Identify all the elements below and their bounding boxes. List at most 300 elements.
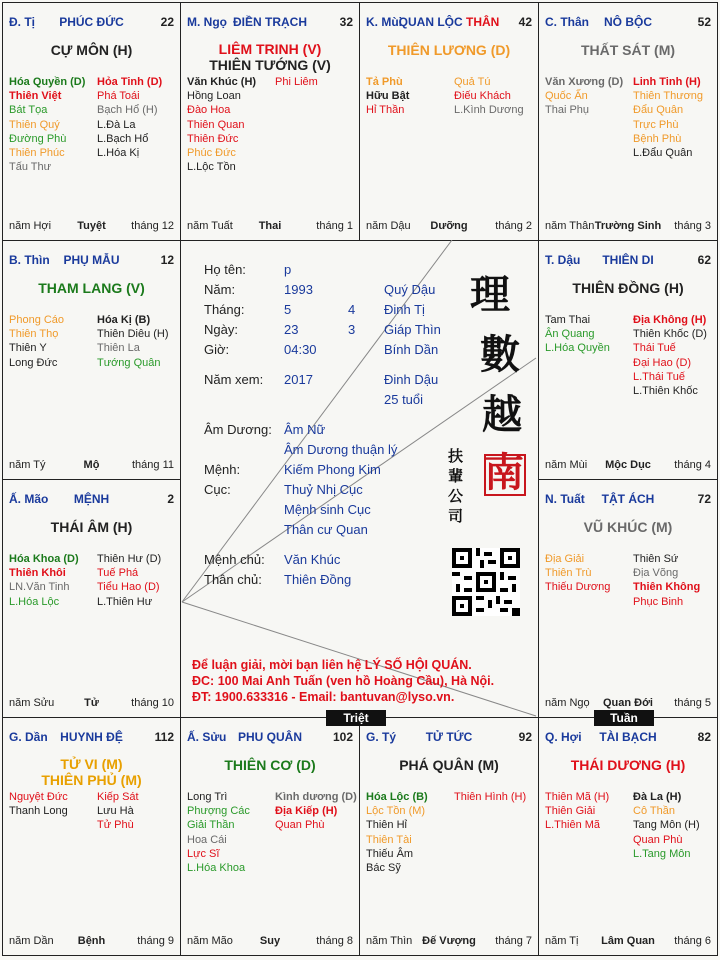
right-star-column	[275, 75, 318, 89]
footer-year: năm Thân	[545, 220, 595, 232]
footer-year: năm Dần	[9, 935, 54, 947]
minor-star: Hóa Quyền (D)	[9, 76, 86, 88]
left-star-column	[366, 75, 409, 118]
palace-age: 42	[518, 15, 532, 29]
value-than-chu: Thiên Đồng	[284, 572, 352, 587]
palace-footer	[9, 220, 174, 234]
footer-stage: Mộc Dục	[605, 459, 651, 471]
minor-star: Nguyệt Đức	[9, 791, 68, 803]
palace-age: 72	[697, 492, 711, 506]
palace-name-text: QUAN LỘC	[398, 15, 463, 29]
footer-year: năm Ngọ	[545, 697, 590, 709]
minor-star: Long Đức	[9, 356, 58, 369]
footer-month: tháng 12	[131, 220, 174, 232]
palace-dau[interactable]	[538, 240, 718, 480]
palace-ti[interactable]	[2, 2, 181, 241]
than-marker: THÂN	[466, 15, 500, 29]
minor-star: L.Đẩu Quân	[633, 146, 693, 159]
footer-month: tháng 7	[495, 935, 532, 947]
footer-month: tháng 11	[131, 459, 174, 471]
minor-star: Thiên Thương	[633, 90, 704, 103]
minor-star: Thiên Tài	[366, 833, 412, 846]
footer-stage: Dưỡng	[430, 220, 468, 232]
minor-star: Thiên Quan	[187, 118, 245, 131]
minor-star: Hóa Khoa (D)	[9, 553, 79, 565]
palace-age: 22	[160, 15, 174, 29]
major-star: THIÊN ĐỒNG (H)	[572, 280, 684, 296]
footer-month: tháng 4	[674, 459, 711, 471]
minor-star: Thiên Sứ	[633, 553, 679, 565]
palace-name-text: PHU QUÂN	[237, 730, 302, 744]
palace-header	[545, 253, 711, 269]
minor-star: L.Hóa Lộc	[9, 595, 60, 608]
value-hour-lunar: Bính Dần	[384, 342, 439, 357]
calligraphy-small-3: 公	[448, 487, 464, 505]
palace-name-text: TÀI BẠCH	[599, 730, 657, 744]
footer-year: năm Mão	[187, 935, 233, 947]
palace-footer	[545, 935, 711, 949]
value-month-lunar-num: 4	[348, 302, 356, 317]
minor-star: Thiên Trù	[545, 567, 592, 580]
major-star: THẤT SÁT (M)	[580, 42, 676, 58]
minor-star: Long Trì	[187, 791, 228, 803]
palace-header	[9, 492, 174, 508]
major-star: THIÊN CƠ (D)	[224, 757, 316, 773]
palace-header	[366, 730, 532, 746]
minor-star: Địa Kiếp (H)	[275, 805, 338, 818]
left-star-column	[545, 75, 623, 118]
minor-star: L.Thiên Khốc	[633, 384, 698, 397]
minor-star: L.Thiên Mã	[545, 819, 601, 832]
major-star: VŨ KHÚC (M)	[583, 519, 673, 535]
palace-age: 112	[154, 730, 174, 744]
minor-star: Hồng Loan	[187, 90, 241, 103]
footer-year: năm Tuất	[187, 220, 233, 232]
can-chi: N. Tuất	[545, 492, 585, 506]
palace-than[interactable]	[538, 2, 718, 241]
minor-star: L.Tang Môn	[633, 847, 691, 860]
minor-star: Lưu Hà	[97, 805, 134, 818]
minor-star: Thiên Diêu (H)	[97, 328, 169, 341]
palace-header	[545, 15, 711, 31]
minor-star: Thiên Khốc (D)	[633, 328, 707, 341]
palace-ty[interactable]	[359, 717, 539, 956]
major-star: THAM LANG (V)	[38, 280, 145, 296]
footer-stage: Bệnh	[77, 935, 106, 947]
can-chi: G. Tý	[366, 730, 397, 744]
footer-year: năm Thìn	[366, 935, 413, 947]
contact-address: ĐC: 100 Mai Anh Tuấn (ven hồ Hoàng Cầu), Hà Nội.	[192, 674, 495, 688]
minor-star: Điếu Khách	[454, 90, 511, 103]
minor-star: Quan Phù	[275, 819, 325, 832]
value-name: p	[284, 262, 292, 277]
right-star-column	[454, 790, 526, 804]
palace-thin[interactable]	[2, 240, 181, 480]
minor-star: Tướng Quân	[97, 356, 161, 369]
right-star-column	[97, 75, 162, 160]
value-view-year-lunar: Đinh Dậu	[384, 372, 439, 387]
minor-star: Hóa Lộc (B)	[366, 791, 428, 803]
calligraphy-3: 越	[482, 391, 522, 438]
palace-name	[187, 15, 353, 29]
label-hour: Giờ:	[204, 342, 230, 357]
minor-star: Thiên Mã (H)	[545, 791, 610, 803]
palace-age: 12	[160, 253, 174, 267]
minor-star: Cô Thần	[633, 805, 675, 818]
minor-star: Phúc Đức	[187, 146, 236, 159]
minor-star: Đường Phù	[9, 132, 67, 145]
footer-stage: Tuyệt	[77, 220, 106, 232]
palace-age: 2	[167, 492, 174, 506]
footer-year: năm Dậu	[366, 220, 411, 232]
label-month: Tháng:	[204, 302, 245, 317]
palace-age: 52	[697, 15, 711, 29]
palace-name	[545, 730, 711, 744]
palace-suu[interactable]	[180, 717, 360, 956]
footer-month: tháng 8	[316, 935, 353, 947]
minor-star: Phá Toái	[97, 90, 140, 103]
left-star-column	[545, 313, 610, 356]
palace-name	[9, 15, 174, 29]
left-star-column	[545, 790, 609, 833]
value-am-duong: Âm Nữ	[284, 422, 326, 437]
palace-dan[interactable]	[2, 717, 181, 956]
value-menh-chu: Văn Khúc	[284, 552, 341, 567]
major-star: PHÁ QUÂN (M)	[399, 757, 499, 773]
minor-star: Thiên Hư (D)	[97, 553, 162, 565]
can-chi: K. Mùi	[366, 15, 402, 29]
palace-header	[545, 492, 711, 508]
palace-age: 102	[332, 730, 353, 744]
palace-footer	[9, 459, 174, 473]
palace-mui[interactable]	[359, 2, 539, 241]
minor-star: LN.Văn Tinh	[9, 581, 70, 594]
palace-header	[9, 15, 174, 31]
major-star: THIÊN PHỦ (M)	[41, 772, 142, 788]
palace-name-text: ĐIỀN TRẠCH	[233, 15, 307, 29]
palace-age: 92	[518, 730, 532, 744]
contact-phone-email[interactable]: ĐT: 1900.633316 - Email: bantuvan@lyso.vn.	[192, 690, 455, 704]
label-menh-chu: Mệnh chủ:	[204, 552, 265, 567]
minor-star: Văn Xương (D)	[545, 76, 624, 88]
palace-header	[9, 253, 174, 269]
minor-star: Bác Sỹ	[366, 861, 401, 874]
seal-border-icon	[484, 449, 526, 496]
palace-age: 62	[697, 253, 711, 267]
footer-year: năm Sửu	[9, 697, 55, 709]
major-star: THIÊN TƯỚNG (V)	[209, 57, 331, 73]
palace-hoi[interactable]	[538, 717, 718, 956]
palace-name-text: NÔ BỘC	[604, 15, 652, 29]
footer-stage: Thai	[258, 220, 282, 232]
footer-month: tháng 9	[137, 935, 174, 947]
left-star-column	[9, 75, 85, 174]
left-star-column	[9, 552, 79, 609]
value-year-solar: 1993	[284, 282, 313, 297]
calligraphy-1: 理	[470, 271, 510, 318]
label-am-duong: Âm Dương:	[204, 422, 272, 437]
label-cuc: Cục:	[204, 482, 231, 497]
palace-header	[187, 15, 353, 31]
major-star: TỬ VI (M)	[60, 756, 123, 772]
can-chi: G. Dần	[9, 730, 48, 744]
calligraphy-small-2: 輩	[448, 467, 464, 485]
minor-star: Phong Cáo	[9, 314, 65, 326]
minor-star: Thiên Phúc	[9, 146, 65, 159]
minor-star: L.Thái Tuế	[633, 370, 685, 383]
label-year: Năm:	[204, 282, 236, 297]
footer-stage: Đế Vượng	[422, 935, 476, 947]
palace-name-text: HUYNH ĐỆ	[60, 730, 123, 744]
palace-name	[9, 492, 174, 506]
palace-header	[9, 730, 174, 746]
palace-name	[545, 15, 711, 29]
minor-star: Tả Phù	[366, 76, 403, 88]
minor-star: Kình dương (D)	[275, 791, 357, 803]
can-chi: Ấ. Mão	[9, 492, 49, 506]
right-star-column	[275, 790, 357, 833]
minor-star: L.Thiên Hư	[97, 595, 153, 608]
value-am-duong-2: Âm Dương thuận lý	[284, 442, 398, 457]
right-star-column	[97, 790, 139, 833]
minor-star: Hỏa Tinh (D)	[97, 76, 163, 88]
palace-footer	[9, 935, 174, 949]
palace-header	[545, 730, 711, 746]
palace-age: 32	[339, 15, 353, 29]
footer-month: tháng 3	[674, 220, 711, 232]
minor-star: L.Đà La	[97, 118, 136, 131]
minor-star: Thiên Hỉ	[366, 819, 407, 832]
minor-star: Kiếp Sát	[97, 791, 139, 803]
minor-star: Trực Phù	[633, 118, 679, 131]
footer-month: tháng 5	[674, 697, 711, 709]
minor-star: Phục Binh	[633, 595, 684, 608]
minor-star: L.Hóa Kị	[97, 146, 140, 159]
minor-star: Thiên Hình (H)	[454, 791, 527, 803]
value-hour: 04:30	[284, 342, 317, 357]
left-star-column	[9, 313, 64, 370]
left-star-column	[545, 552, 610, 595]
minor-star: L.Hóa Quyền	[545, 342, 610, 355]
minor-star: Thiên Không	[633, 581, 701, 594]
palace-footer	[545, 220, 711, 234]
footer-month: tháng 6	[674, 935, 711, 947]
minor-star: Hỉ Thần	[366, 104, 405, 117]
minor-star: L.Bạch Hổ	[97, 132, 149, 145]
label-view-year: Năm xem:	[204, 372, 264, 387]
footer-stage: Mộ	[83, 459, 100, 471]
palace-name-text: PHÚC ĐỨC	[59, 15, 124, 29]
minor-star: Thiếu Dương	[545, 581, 611, 594]
right-star-column	[633, 75, 703, 160]
palace-ngo[interactable]	[180, 2, 360, 241]
minor-star: L.Lộc Tồn	[187, 161, 236, 174]
calligraphy-small-4: 司	[448, 507, 464, 525]
palace-name-text: THIÊN DI	[602, 253, 654, 267]
palace-name-text: TẬT ÁCH	[601, 492, 655, 506]
minor-star: Thiên La	[97, 342, 140, 355]
palace-name	[9, 730, 174, 744]
palace-footer	[366, 935, 532, 949]
footer-year: năm Tý	[9, 459, 46, 471]
minor-star: L.Hóa Khoa	[187, 861, 246, 874]
palace-footer	[545, 459, 711, 473]
minor-star: Thai Phụ	[545, 104, 590, 117]
value-cuc-2: Mệnh sinh Cục	[284, 502, 371, 517]
minor-star: Tử Phù	[97, 819, 134, 832]
minor-star: Bát Tọa	[9, 104, 48, 117]
minor-star: Thiên Giải	[545, 805, 596, 818]
minor-star: Tiểu Hao (D)	[97, 581, 160, 594]
value-day-solar: 23	[284, 322, 299, 337]
palace-name	[187, 730, 353, 744]
minor-star: Quả Tú	[454, 76, 491, 88]
minor-star: Giải Thần	[187, 819, 235, 832]
minor-star: Bệnh Phù	[633, 132, 682, 145]
contact-line-1: Để luận giải, mời bạn liên hệ LÝ SỐ HỘI QUÁN.	[192, 658, 472, 672]
can-chi: C. Thân	[545, 15, 589, 29]
footer-month: tháng 2	[495, 220, 532, 232]
palace-footer	[187, 220, 353, 234]
minor-star: Quốc Ấn	[545, 90, 588, 103]
center-panel	[180, 240, 538, 718]
minor-star: Tuế Phá	[97, 567, 139, 580]
left-star-column	[187, 75, 256, 174]
palace-name	[545, 492, 711, 506]
tuan-marker: Tuần	[594, 710, 654, 726]
minor-star: Phượng Các	[187, 805, 250, 818]
footer-stage: Quan Đới	[603, 697, 653, 709]
palace-name-text: PHỤ MẪU	[63, 253, 120, 267]
can-chi: B. Thìn	[9, 253, 50, 267]
minor-star: Lộc Tồn (M)	[366, 805, 426, 818]
label-menh: Mệnh:	[204, 462, 241, 477]
footer-year: năm Mùi	[545, 459, 588, 471]
minor-star: Đại Hao (D)	[633, 356, 692, 369]
value-view-year: 2017	[284, 372, 313, 387]
footer-stage: Tử	[84, 697, 99, 709]
palace-footer	[545, 697, 711, 711]
right-star-column	[633, 552, 700, 609]
footer-stage: Trường Sinh	[594, 220, 662, 232]
minor-star: Hóa Kị (B)	[97, 314, 151, 326]
major-star: LIÊM TRINH (V)	[218, 41, 322, 57]
left-star-column	[366, 790, 428, 875]
value-day-lunar-num: 3	[348, 322, 356, 337]
palace-name-text: TỬ TỨC	[425, 730, 473, 744]
minor-star: Thiếu Âm	[366, 847, 414, 860]
can-chi: Ấ. Sửu	[187, 730, 227, 744]
minor-star: Thiên Đức	[187, 132, 239, 145]
minor-star: Thiên Thọ	[9, 328, 59, 341]
minor-star: Hữu Bật	[366, 90, 410, 103]
value-menh: Kiếm Phong Kim	[284, 462, 381, 477]
minor-star: Phi Liêm	[275, 76, 318, 88]
minor-star: Tam Thai	[545, 314, 591, 326]
triet-marker: Triệt	[326, 710, 386, 726]
minor-star: Địa Giải	[545, 553, 585, 565]
seal-stamp: 南	[484, 449, 524, 496]
minor-star: Thiên Khôi	[9, 567, 66, 580]
right-star-column	[633, 790, 700, 861]
value-cuc-3: Thân cư Quan	[284, 522, 368, 537]
minor-star: Thiên Y	[9, 342, 47, 355]
major-star: THÁI DƯƠNG (H)	[570, 757, 686, 773]
palace-age: 82	[697, 730, 711, 744]
calligraphy-2: 數	[480, 331, 520, 378]
minor-star: Lực Sĩ	[187, 847, 220, 860]
can-chi: M. Ngọ	[187, 15, 227, 29]
label-than-chu: Thân chủ:	[204, 572, 262, 587]
minor-star: Đà La (H)	[633, 791, 682, 803]
minor-star: L.Kình Dương	[454, 104, 524, 117]
value-month-solar: 5	[284, 302, 292, 317]
minor-star: Hoa Cái	[187, 833, 227, 846]
palace-footer	[187, 935, 353, 949]
footer-month: tháng 1	[316, 220, 353, 232]
minor-star: Linh Tinh (H)	[633, 76, 701, 88]
qr-code-icon[interactable]	[452, 548, 520, 616]
palace-name	[366, 730, 532, 744]
minor-star: Đẩu Quân	[633, 104, 684, 117]
footer-year: năm Tị	[545, 935, 579, 947]
palace-mao[interactable]	[2, 479, 181, 718]
label-name: Họ tên:	[204, 262, 246, 277]
value-year-lunar: Quý Dậu	[384, 282, 436, 297]
value-cuc: Thuỷ Nhị Cục	[284, 482, 363, 497]
footer-month: tháng 10	[131, 697, 174, 709]
value-month-lunar: Đinh Tị	[384, 302, 425, 317]
major-star: THÁI ÂM (H)	[50, 519, 133, 535]
minor-star: Tang Môn (H)	[633, 819, 700, 832]
major-star: CỰ MÔN (H)	[50, 42, 133, 58]
can-chi: Q. Hợi	[545, 730, 582, 744]
minor-star: Thiên Việt	[9, 90, 62, 103]
value-day-lunar: Giáp Thìn	[384, 322, 441, 337]
palace-name	[545, 253, 711, 267]
minor-star: Thái Tuế	[633, 342, 676, 355]
palace-tuat[interactable]	[538, 479, 718, 718]
right-star-column	[97, 552, 161, 609]
palace-name	[366, 15, 532, 29]
left-star-column	[187, 790, 250, 875]
right-star-column	[454, 75, 524, 118]
right-star-column	[633, 313, 707, 398]
footer-stage: Lâm Quan	[601, 935, 655, 947]
can-chi: Đ. Tị	[9, 15, 35, 29]
minor-star: Văn Khúc (H)	[187, 76, 257, 88]
can-chi: T. Dậu	[545, 253, 581, 267]
minor-star: Thiên Quý	[9, 118, 60, 131]
palace-header	[366, 15, 532, 31]
palace-name	[9, 253, 174, 267]
minor-star: Quan Phù	[633, 833, 683, 846]
minor-star: Đào Hoa	[187, 104, 231, 117]
minor-star: Ân Quang	[545, 328, 595, 341]
value-age: 25 tuổi	[384, 392, 424, 407]
left-star-column	[9, 790, 68, 818]
palace-footer	[9, 697, 174, 711]
minor-star: Địa Không (H)	[633, 314, 707, 326]
palace-footer	[366, 220, 532, 234]
palace-name-text: MỆNH	[73, 492, 110, 506]
minor-star: Địa Võng	[633, 567, 679, 580]
footer-stage: Suy	[259, 935, 281, 947]
minor-star: Bạch Hổ (H)	[97, 104, 158, 117]
right-star-column	[97, 313, 169, 370]
label-day: Ngày:	[204, 322, 238, 337]
major-star: THIÊN LƯƠNG (D)	[387, 42, 511, 58]
